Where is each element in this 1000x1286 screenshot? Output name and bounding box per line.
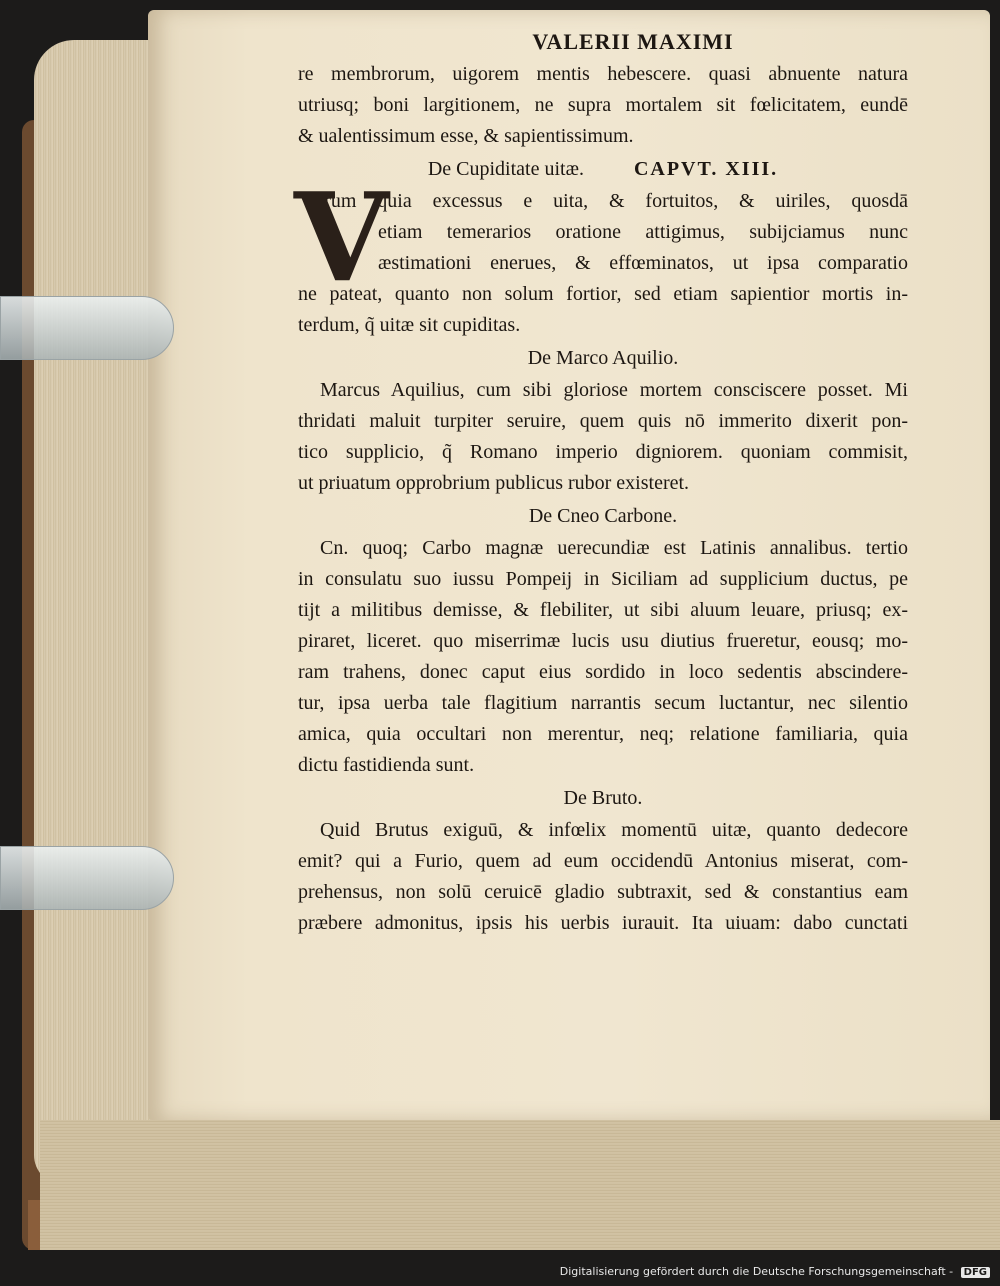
text-line: re membrorum, uigorem mentis hebescere. quasi abnuente natura <box>298 62 908 85</box>
text-line: Marcus Aquilius, cum sibi gloriose mortem consciscere posset. Mi <box>320 378 908 401</box>
text-line: ram trahens, donec caput eius sordido in loco sedentis abscindere- <box>298 660 908 683</box>
text-line: Erum quia excessus e uita, & fortuitos, & uiriles, quosdā <box>312 189 908 212</box>
text-line: amica, quia occultari non merentur, neq; relatione familiaria, quia <box>298 722 908 745</box>
text-line: terdum, q̃ uitæ sit cupiditas. <box>298 313 521 336</box>
text-line: prehensus, non solū ceruicē gladio subtraxit, sed & constantius eam <box>298 880 908 903</box>
section-heading: De Cneo Carbone. <box>528 504 678 527</box>
drop-initial: V <box>294 164 389 309</box>
text-line: tijt a militibus demisse, & flebiliter, ut sibi aluum leuare, priusq; ex- <box>298 598 908 621</box>
page-clip-top <box>0 296 174 360</box>
section-heading: De Bruto. <box>563 786 643 809</box>
section-heading: De Marco Aquilio. <box>527 346 679 369</box>
text-line: in consulatu suo iussu Pompeij in Siciliam ad supplicium ductus, pe <box>298 567 908 590</box>
text-line: dictu fastidienda sunt. <box>298 753 475 776</box>
page-clip-bottom <box>0 846 174 910</box>
running-header: VALERII MAXIMI <box>532 29 734 54</box>
text-line: tur, ipsa uerba tale flagitium narrantis secum luctantur, nec silentio <box>298 691 908 714</box>
text-line: tico supplicio, q̃ Romano imperio digniorem. quoniam commisit, <box>298 440 908 463</box>
page-block-bottom <box>40 1120 1000 1250</box>
chapter-heading <box>298 152 908 186</box>
credit-text: Digitalisierung gefördert durch die Deutsche Forschungsgemeinschaft - <box>559 1265 954 1278</box>
text-line: emit? qui a Furio, quem ad eum occidendū Antonius miserat, com- <box>298 849 908 872</box>
text-line: piraret, liceret. quo miserrimæ lucis usu diutius frueretur, eousq; mo- <box>298 629 908 652</box>
text-line: ut priuatum opprobrium publicus rubor existeret. <box>298 471 690 494</box>
text-line: Cn. quoq; Carbo magnæ uerecundiæ est Latinis annalibus. tertio <box>320 536 908 559</box>
text-line: & ualentissimum esse, & sapientissimum. <box>298 124 634 147</box>
text-line: ne pateat, quanto non solum fortior, sed etiam sapientior mortis in- <box>298 282 908 305</box>
page-edges <box>34 40 164 1185</box>
chapter-title: De Cupiditate uitæ. <box>427 157 584 180</box>
text-line: æstimationi enerues, & effœminatos, ut ipsa comparatio <box>378 251 908 274</box>
text-line: Quid Brutus exiguū, & infœlix momentū uitæ, quanto dedecore <box>320 818 908 841</box>
text-line: utriusq; boni largitionem, ne supra mortalem sit fœlicitatem, eundē <box>298 93 908 116</box>
digitization-credit <box>560 1265 990 1278</box>
page-text <box>294 28 908 939</box>
text-line: thridati maluit turpiter seruire, quem quis nō immerito dixerit pon- <box>298 409 908 432</box>
text-line: etiam temerarios oratione attigimus, subijciamus nunc <box>378 220 908 243</box>
chapter-number: CAPVT. XIII. <box>633 157 779 180</box>
text-line: præbere admonitus, ipsis his uerbis iurauit. Ita uiuam: dabo cunctati <box>298 911 908 934</box>
dfg-logo: DFG <box>961 1267 990 1278</box>
